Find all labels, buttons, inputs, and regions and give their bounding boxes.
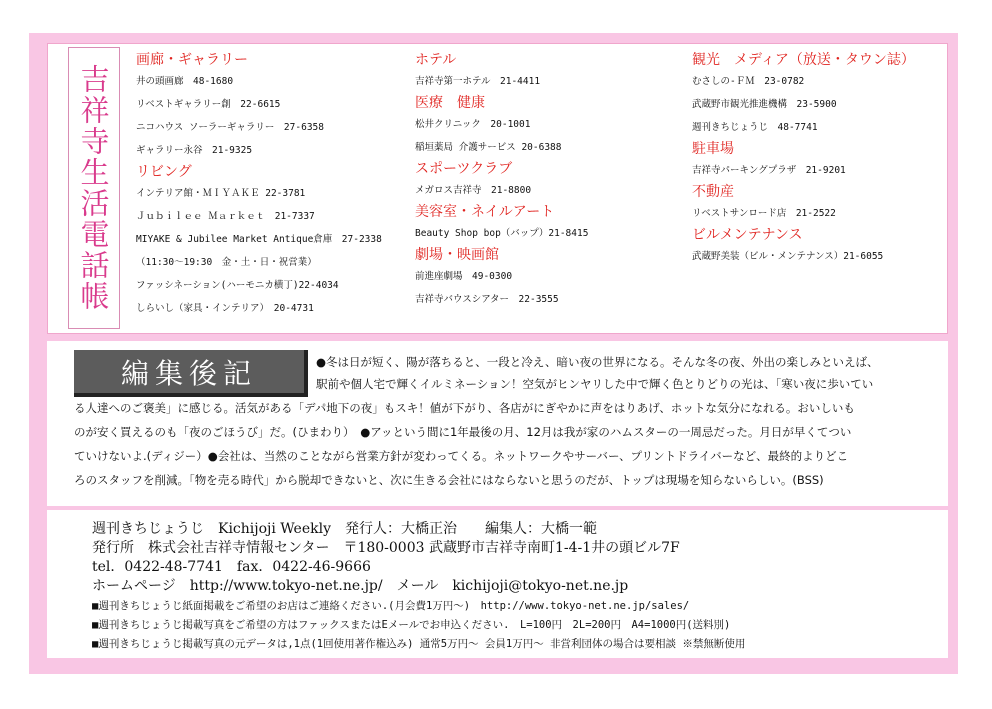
publisher-info-box bbox=[47, 510, 948, 658]
directory-entry: 吉祥寺第一ホテル 21-4411 bbox=[415, 76, 541, 87]
directory-entry: メガロス吉祥寺 21-8800 bbox=[415, 185, 532, 196]
category-heading: ホテル bbox=[415, 52, 457, 68]
directory-entry: 吉祥寺パーキングプラザ 21-9201 bbox=[692, 165, 846, 176]
category-heading: リビング bbox=[136, 164, 192, 180]
category-heading: 駐車場 bbox=[692, 141, 734, 157]
publisher-phone: tel．0422-48-7741 fax．0422-46-9666 bbox=[92, 559, 371, 575]
directory-entry: MIYAKE & Jubilee Market Antique倉庫 27-2338 bbox=[136, 234, 382, 245]
page-sheet bbox=[29, 33, 958, 674]
directory-column-1 bbox=[136, 50, 382, 320]
notice-line: ■週刊きちじょうじ掲載写真をご希望の方はファックスまたはEメールでお申込ください. L=100円 2L=200円 A4=1000円(送料別) bbox=[92, 619, 731, 631]
category-heading: 劇場・映画館 bbox=[415, 247, 499, 263]
directory-entry: 井の頭画廊 48-1680 bbox=[136, 76, 234, 87]
directory-entry: 週刊きちじょうじ 48-7741 bbox=[692, 122, 818, 133]
directory-title-panel bbox=[68, 47, 120, 329]
directory-entry: 武蔵野市観光推進機構 23-5900 bbox=[692, 99, 837, 110]
editorial-line: る人達へのご褒美」に感じる。活気がある「デパ地下の夜」もスキ！値が下がり、各店がにぎやかに声をはりあげ、ホットな気分になれる。おいしいも bbox=[74, 401, 855, 415]
directory-entry: Beauty Shop bop（バップ）21-8415 bbox=[415, 228, 589, 239]
category-heading: スポーツクラブ bbox=[415, 161, 513, 177]
directory-entry: 武蔵野美装（ビル・メンテナンス）21-6055 bbox=[692, 251, 884, 262]
directory-entry: ニコハウス ソーラーギャラリー 27-6358 bbox=[136, 122, 324, 133]
directory-entry: リベストギャラリー創 22-6615 bbox=[136, 99, 281, 110]
category-heading: 画廊・ギャラリー bbox=[136, 52, 248, 68]
notice-line: ■週刊きちじょうじ紙面掲載をご希望のお店はご連絡ください.(月会費1万円～) http://www.tokyo-net.ne.jp/sales/ bbox=[92, 600, 690, 612]
directory-entry: Ｊｕｂｉｌｅｅ Ｍａｒｋｅｔ 21-7337 bbox=[136, 211, 315, 222]
publisher-address: 発行所 株式会社吉祥寺情報センター 〒180-0003 武蔵野市吉祥寺南町1-4-1井の頭ビル7F bbox=[92, 540, 680, 556]
directory-entry: 前進座劇場 49-0300 bbox=[415, 271, 513, 282]
editorial-heading: 編集後記 bbox=[74, 350, 308, 397]
directory-entry: 吉祥寺バウスシアター 22-3555 bbox=[415, 294, 559, 305]
category-heading: 観光 メディア（放送・タウン誌） bbox=[692, 52, 915, 68]
directory-entry: ギャラリー永谷 21-9325 bbox=[136, 145, 253, 156]
directory-column-2 bbox=[415, 50, 588, 311]
publisher-line: 週刊きちじょうじ Kichijoji Weekly 発行人：大橋正治 編集人：大橋一範 bbox=[92, 521, 597, 537]
editorial-line: ていけないよ.(ディジー）●会社は、当然のことながら営業方針が変わってくる。ネットワークやサーバー、プリントドライバーなど、最終的よりどこ bbox=[74, 449, 849, 463]
category-heading: 医療 健康 bbox=[415, 95, 485, 111]
publisher-web: ホームページ http://www.tokyo-net.ne.jp/ メール kichijoji@tokyo-net.ne.jp bbox=[92, 578, 629, 594]
phone-directory-box bbox=[47, 43, 948, 334]
category-heading: 美容室・ネイルアート bbox=[415, 204, 555, 220]
directory-entry: ファッシネーション(ハーモニカ横丁)22-4034 bbox=[136, 280, 339, 291]
editorial-line: 駅前や個人宅で輝くイルミネーション！空気がヒンヤリした中で輝く色とりどりの光は、「寒い夜に歩いてい bbox=[316, 377, 874, 391]
category-heading: ビルメンテナンス bbox=[692, 227, 803, 243]
notice-line: ■週刊きちじょうじ掲載写真の元データは,1点(1回使用著作権込み) 通常5万円～ 会員1万円～ 非営利団体の場合は要相談 ※禁無断使用 bbox=[92, 638, 746, 650]
directory-entry: 松井クリニック 20-1001 bbox=[415, 119, 531, 130]
directory-entry: リベストサンロード店 21-2522 bbox=[692, 208, 836, 219]
editorial-line: ろのスタッフを削減。「物を売る時代」から脱却できないと、次に生きる会社にはならないと思うのだが、トップは現場を知らないらしい。(BSS) bbox=[74, 473, 824, 487]
editorial-line: のが安く買えるのも「夜のごほうび」だ。(ひまわり） ●アッという間に1年最後の月、12月は我が家のハムスターの一周忌だった。月日が早くてつい bbox=[74, 425, 852, 439]
directory-entry: （11:30～19:30 金・土・日・祝営業） bbox=[136, 257, 317, 268]
directory-entry: しらいし（家具・インテリア） 20-4731 bbox=[136, 303, 314, 314]
directory-entry: 稲垣薬局 介護サービス 20-6388 bbox=[415, 142, 562, 153]
category-heading: 不動産 bbox=[692, 184, 734, 200]
directory-column-3 bbox=[692, 50, 915, 268]
editorial-box bbox=[47, 341, 948, 506]
directory-entry: インテリア館・ＭＩＹＡＫＥ 22-3781 bbox=[136, 188, 306, 199]
directory-title: 吉祥寺生活電話帳 bbox=[76, 64, 111, 312]
directory-entry: むさしの-ＦＭ 23-0782 bbox=[692, 76, 805, 87]
editorial-line: ●冬は日が短く、陽が落ちると、一段と冷え、暗い夜の世界になる。そんな冬の夜、外出の楽しみといえば、 bbox=[316, 355, 879, 369]
